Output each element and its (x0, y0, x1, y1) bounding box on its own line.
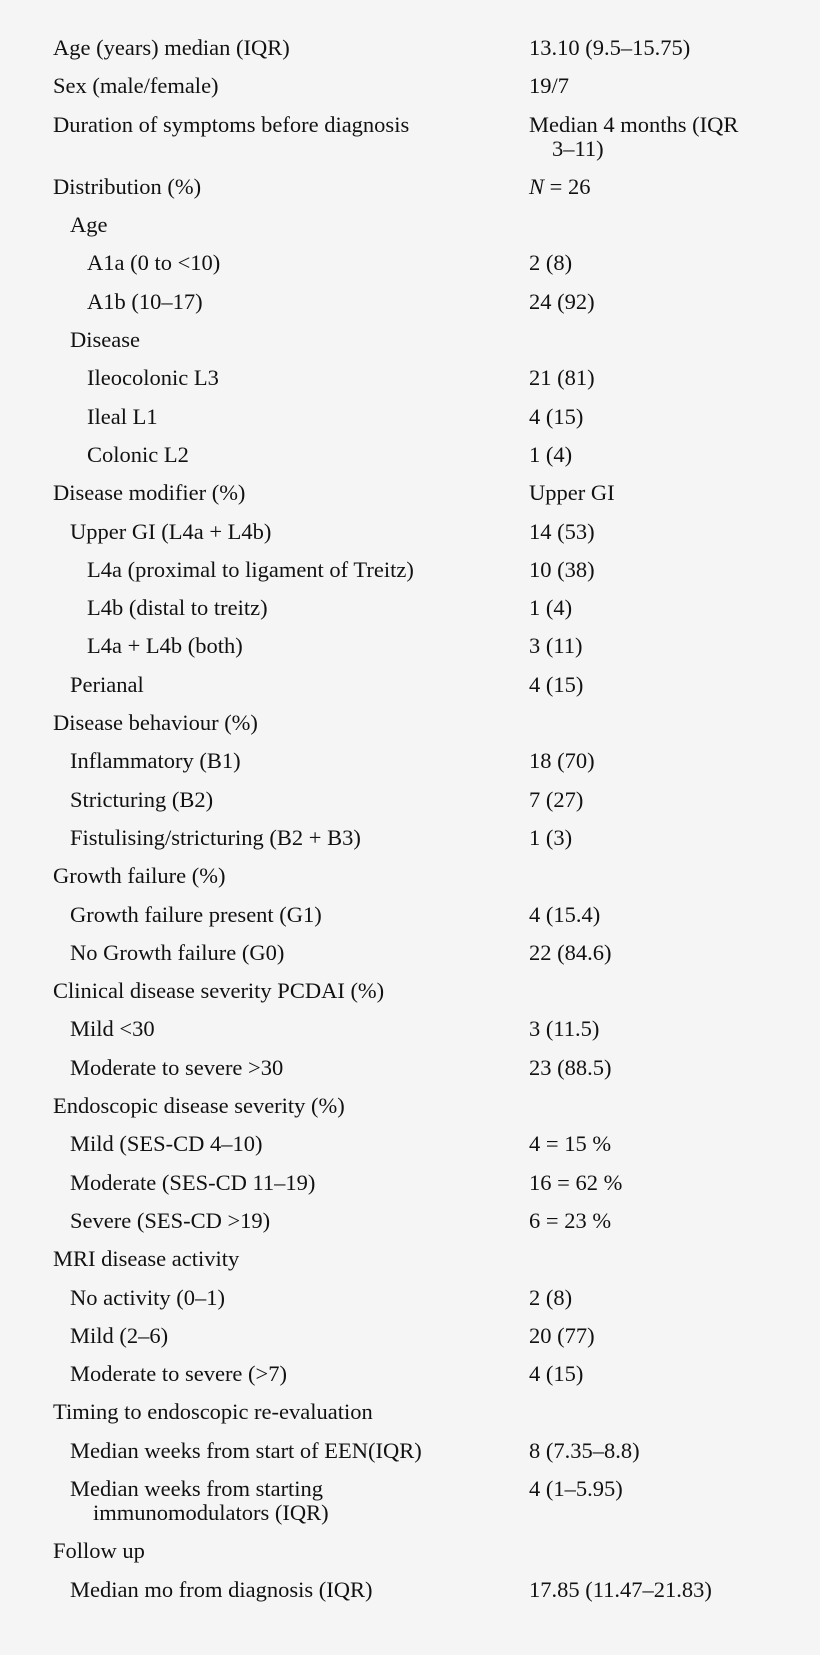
table-row (53, 1247, 793, 1271)
row-value: 4 (15.4) (529, 901, 601, 927)
row-value: 4 (15) (529, 671, 584, 697)
row-value: 3 (11) (529, 633, 583, 659)
row-value (529, 711, 793, 735)
table-row (53, 1539, 793, 1563)
row-value: 4 (15) (529, 403, 584, 429)
table-row (53, 826, 793, 850)
table-row (53, 481, 793, 505)
row-value: 21 (81) (529, 365, 595, 391)
table-row (53, 558, 793, 582)
row-label: Moderate (SES-CD 11–19) (70, 1169, 316, 1195)
row-value: 3 (11.5) (529, 1016, 600, 1042)
table-row (53, 788, 793, 812)
row-label: Age (70, 212, 108, 238)
row-label: Ileocolonic L3 (87, 365, 219, 391)
row-label: Median weeks from start of EEN(IQR) (70, 1437, 422, 1463)
row-value: 4 (1–5.95) (529, 1475, 623, 1501)
row-label: Growth failure (%) (53, 863, 226, 889)
row-label: Timing to endoscopic re-evaluation (53, 1399, 373, 1425)
table-row (53, 1209, 793, 1233)
table-row (53, 1324, 793, 1348)
table-row (53, 864, 793, 888)
row-value: 4 (15) (529, 1361, 584, 1387)
row-value: 17.85 (11.47–21.83) (529, 1576, 712, 1602)
row-value-line1: Median 4 months (IQR (529, 111, 739, 137)
row-label: Disease behaviour (%) (53, 710, 258, 736)
table-row (53, 979, 793, 1003)
row-label: Disease (70, 327, 140, 353)
row-label: Mild (2–6) (70, 1322, 169, 1348)
row-value: 8 (7.35–8.8) (529, 1437, 640, 1463)
table-row (53, 405, 793, 429)
row-label: MRI disease activity (53, 1246, 240, 1272)
row-label: Follow up (53, 1538, 145, 1564)
table-row (53, 1362, 793, 1386)
table-row (53, 113, 793, 161)
table-row (53, 1400, 793, 1424)
table-row (53, 1132, 793, 1156)
table-row (53, 251, 793, 275)
table-row (53, 941, 793, 965)
row-value-continuation: 3–11) (552, 135, 604, 161)
row-label: Moderate to severe (>7) (70, 1361, 287, 1387)
table-row (53, 634, 793, 658)
row-label: Upper GI (L4a + L4b) (70, 518, 272, 544)
table-row (53, 328, 793, 352)
row-label (53, 1477, 529, 1525)
row-label: A1b (10–17) (87, 288, 203, 314)
row-value (529, 1400, 793, 1424)
row-label: Colonic L2 (87, 441, 189, 467)
table-row (53, 1017, 793, 1041)
row-value: 6 = 23 % (529, 1207, 612, 1233)
row-label: Mild <30 (70, 1016, 155, 1042)
table-row (53, 366, 793, 390)
n-symbol: N (529, 173, 545, 199)
table-row (53, 1578, 793, 1602)
row-value: 2 (8) (529, 250, 573, 276)
table-row (53, 749, 793, 773)
row-value: 13.10 (9.5–15.75) (529, 35, 691, 60)
row-value: 16 = 62 % (529, 1169, 623, 1195)
row-value: 23 (88.5) (529, 1054, 612, 1080)
row-label: Median mo from diagnosis (IQR) (70, 1576, 373, 1602)
row-label: Severe (SES-CD >19) (70, 1207, 271, 1233)
row-label: Fistulising/stricturing (B2 + B3) (70, 824, 361, 850)
table-row (53, 290, 793, 314)
table-row (53, 36, 793, 60)
row-value: 20 (77) (529, 1322, 595, 1348)
row-label: Stricturing (B2) (70, 786, 214, 812)
table-row (53, 903, 793, 927)
row-label: No activity (0–1) (70, 1284, 225, 1310)
row-label: Distribution (%) (53, 173, 202, 199)
row-value: 1 (4) (529, 441, 573, 467)
row-value: 24 (92) (529, 288, 595, 314)
row-value (529, 1247, 793, 1271)
row-value (529, 864, 793, 888)
row-value: 1 (4) (529, 595, 573, 621)
patient-characteristics-table (53, 36, 793, 1616)
row-label: Moderate to severe >30 (70, 1054, 284, 1080)
table-row (53, 1439, 793, 1463)
row-label: Sex (male/female) (53, 73, 219, 99)
row-label: A1a (0 to <10) (87, 250, 221, 276)
row-label: Inflammatory (B1) (70, 748, 241, 774)
row-label: Perianal (70, 671, 144, 697)
row-label: L4b (distal to treitz) (87, 595, 268, 621)
row-label: Ileal L1 (87, 403, 158, 429)
row-label-line1: Median weeks from starting (70, 1475, 324, 1501)
row-value (529, 328, 793, 352)
row-value: 2 (8) (529, 1284, 573, 1310)
row-label: No Growth failure (G0) (70, 939, 285, 965)
row-value (529, 979, 793, 1003)
row-label: Disease modifier (%) (53, 480, 246, 506)
table-row (53, 74, 793, 98)
row-label: L4a (proximal to ligament of Treitz) (87, 556, 414, 582)
table-row (53, 1286, 793, 1310)
row-value: 1 (3) (529, 824, 573, 850)
row-value (529, 175, 793, 199)
row-value (529, 213, 793, 237)
row-value: 10 (38) (529, 556, 595, 582)
row-value: 18 (70) (529, 748, 595, 774)
table-row (53, 711, 793, 735)
table-row (53, 1171, 793, 1195)
row-value: 4 = 15 % (529, 1131, 612, 1157)
row-value: 22 (84.6) (529, 939, 612, 965)
row-value: 14 (53) (529, 518, 595, 544)
row-value (529, 1539, 793, 1563)
row-label: Clinical disease severity PCDAI (%) (53, 978, 385, 1004)
row-label: Age (years) median (IQR) (53, 35, 290, 60)
row-value: Upper GI (529, 480, 615, 506)
table-row (53, 1094, 793, 1118)
row-value (529, 1094, 793, 1118)
table-row (53, 1056, 793, 1080)
row-label: Endoscopic disease severity (%) (53, 1093, 345, 1119)
row-label: Duration of symptoms before diagnosis (53, 111, 410, 137)
row-value: 7 (27) (529, 786, 584, 812)
row-label: L4a + L4b (both) (87, 633, 243, 659)
row-value: 19/7 (529, 73, 570, 99)
table-row (53, 673, 793, 697)
row-value (529, 113, 793, 161)
table-row (53, 175, 793, 199)
n-count: = 26 (544, 173, 591, 199)
table-row (53, 596, 793, 620)
table-row (53, 213, 793, 237)
table-row (53, 443, 793, 467)
table-row (53, 520, 793, 544)
table-row (53, 1477, 793, 1525)
row-label-continuation: immunomodulators (IQR) (93, 1499, 329, 1525)
row-label: Growth failure present (G1) (70, 901, 322, 927)
row-label: Mild (SES-CD 4–10) (70, 1131, 263, 1157)
